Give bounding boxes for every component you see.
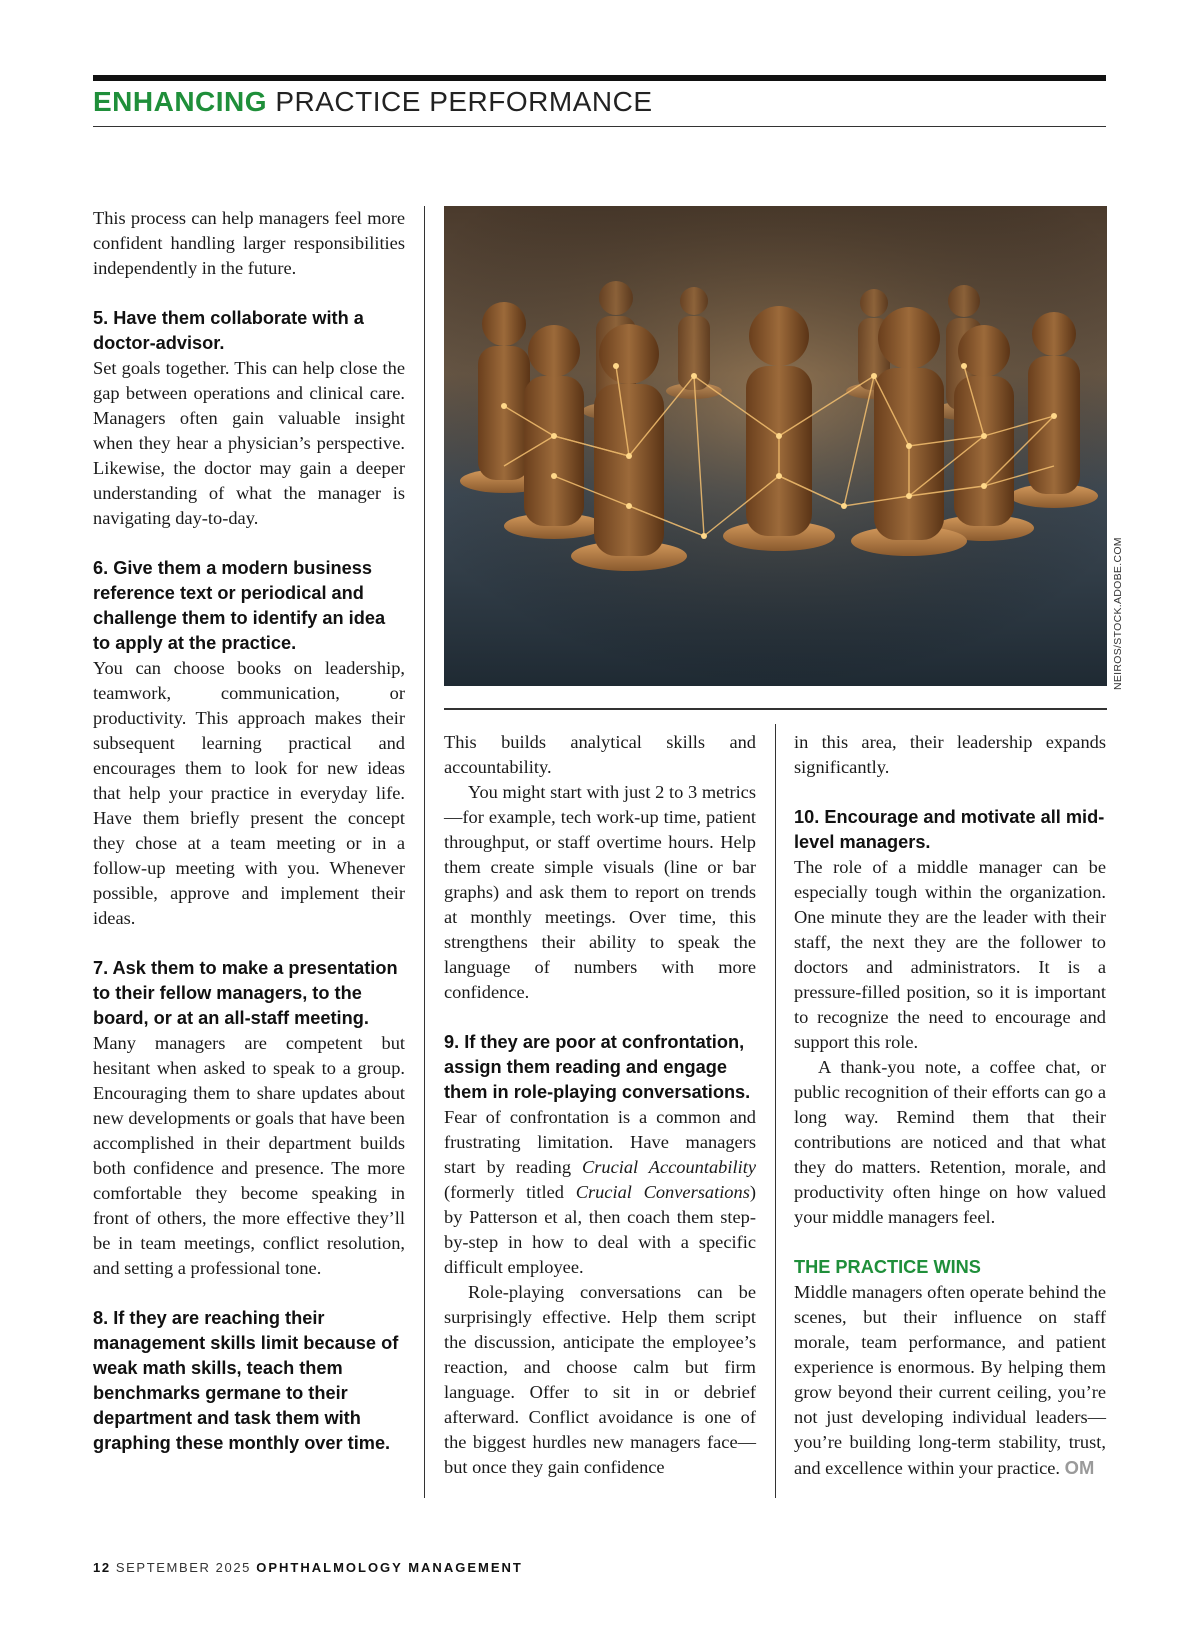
column-3: [794, 730, 1106, 1481]
photo-credit: NEIROS/STOCK.ADOBE.COM: [1112, 537, 1124, 690]
column-1: [93, 206, 405, 1456]
header-rule: [93, 75, 1106, 81]
col2-paragraph-1: This builds analytical skills and accountability.: [444, 732, 756, 777]
page-footer: [93, 1560, 523, 1575]
section-8-heading: 8. If they are reaching their management skills limit because of weak math skills, teach them benchmarks germane to their department and task them with graphing these monthly over time.: [93, 1308, 399, 1453]
wooden-figures-photo: [444, 206, 1107, 686]
section-6-heading: 6. Give them a modern business reference text or periodical and challenge them to identify an idea to apply at the practice.: [93, 558, 386, 653]
section-10-heading: 10. Encourage and motivate all mid-level managers.: [794, 807, 1105, 852]
photo-illustration: [444, 206, 1107, 686]
s9-text-c: ) by Patterson et al, then coach them step-by-step in how to deal with a specific difficult employee.: [444, 1182, 756, 1277]
photo-bottom-rule: [444, 708, 1107, 710]
column-2: [444, 730, 756, 1480]
section-header: [93, 86, 1106, 127]
section-5-body: Set goals together. This can help close the gap between operations and clinical care. Managers often gain valuable insight when they hear a physician’s perspective. Likewise, the doctor may gain a deeper understanding of what the manager is navigating day-to-day.: [93, 358, 405, 528]
end-mark: OM: [1064, 1457, 1095, 1478]
section-7-body: Many managers are competent but hesitant when asked to speak to a group. Encouraging them to share updates about new developments or goals that have been accomplished in their department builds both confidence and presence. The more comfortable they become speaking in front of others, the more effective they’ll be in team meetings, conflict resolution, and setting a professional tone.: [93, 1033, 405, 1278]
s9-text-a: Fear of confrontation is a common and frustrating limitation. Have managers start by reading: [444, 1107, 756, 1177]
column-divider-1: [424, 206, 425, 1498]
section-9-paragraph-2: Role-playing conversations can be surprisingly effective. Help them script the discussion, anticipate the employee’s reaction, and choose calm but firm language. Offer to sit in or debrief afterward. Conflict avoidance is one of the biggest hurdles new managers face—but once they gain confidence: [444, 1282, 756, 1477]
practice-wins-body: [794, 1280, 1106, 1481]
practice-wins-heading: THE PRACTICE WINS: [794, 1257, 981, 1277]
col3-continuation: in this area, their leadership expands significantly.: [794, 732, 1106, 777]
page-number: 12: [93, 1560, 111, 1575]
header-title: PRACTICE PERFORMANCE: [275, 86, 653, 117]
book-title-1: Crucial Accountability: [581, 1157, 756, 1177]
col2-paragraph-2: You might start with just 2 to 3 metrics—for example, tech work-up time, patient throughput, or staff overtime hours. Help them create simple visuals (line or bar graphs) and ask them to report on trends at monthly meetings. Over time, this strengthens their ability to speak the language of numbers with more confidence.: [444, 782, 756, 1002]
section-9-heading: 9. If they are poor at confrontation, assign them reading and engage them in role-playing conversations.: [444, 1032, 751, 1102]
header-highlight: ENHANCING: [93, 86, 268, 117]
section-7-heading: 7. Ask them to make a presentation to their fellow managers, to the board, or at an all-staff meeting.: [93, 958, 398, 1028]
section-6-body: You can choose books on leadership, teamwork, communication, or productivity. This approach makes their subsequent learning practical and encourages them to look for new ideas that help your practice in everyday life. Have them briefly present the concept they chose at a team meeting or in a follow-up meeting with you. Whenever possible, approve and implement their ideas.: [93, 658, 405, 928]
intro-paragraph: This process can help managers feel more confident handling larger responsibilities independently in the future.: [93, 208, 405, 278]
magazine-name: OPHTHALMOLOGY MANAGEMENT: [256, 1560, 523, 1575]
column-divider-2: [775, 724, 776, 1498]
book-title-2: Crucial Conversations: [575, 1182, 750, 1202]
practice-wins-text: Middle managers often operate behind the scenes, but their influence on staff morale, team performance, and patient experience is enormous. By helping them grow beyond their current ceiling, you’re not just developing individual leaders—you’re building long-term stability, trust, and excellence within your practice.: [794, 1282, 1106, 1478]
section-10-paragraph-1: The role of a middle manager can be especially tough within the organization. One minute they are the leader with their staff, the next they are the follower to doctors and administrators. It is a pressure-filled position, so it is important to recognize the need to encourage and support this role.: [794, 857, 1106, 1052]
section-9-body: [444, 1105, 756, 1280]
s9-text-b: (formerly titled: [444, 1182, 576, 1202]
section-5-heading: 5. Have them collaborate with a doctor-advisor.: [93, 308, 364, 353]
section-10-paragraph-2: A thank-you note, a coffee chat, or public recognition of their efforts can go a long way. Remind them that their contributions are noticed and that what they do matters. Retention, morale, and productivity often hinge on how valued your middle managers feel.: [794, 1057, 1106, 1227]
issue-date: SEPTEMBER 2025: [115, 1560, 252, 1575]
